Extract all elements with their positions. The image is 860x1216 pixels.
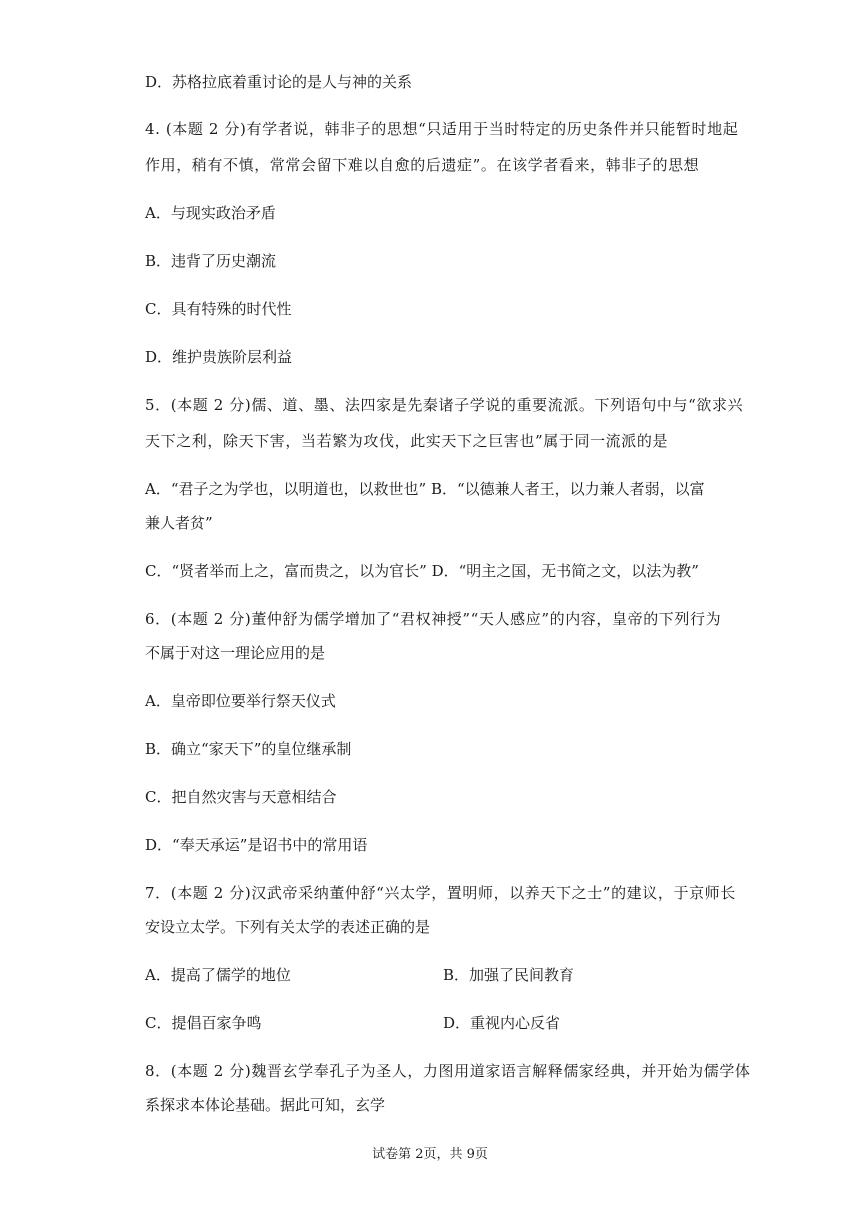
q7-option-b: B．加强了民间教育: [443, 966, 575, 984]
q7-option-a: A．提高了儒学的地位: [145, 966, 291, 984]
q5-options-ab-line-2: 兼人者贫”: [145, 514, 213, 532]
q4-stem-line-2: 作用，稍有不慎，常常会留下难以自愈的后遗症”。在该学者看来，韩非子的思想: [145, 156, 700, 174]
q6-option-d: D．“奉天承运”是诏书中的常用语: [145, 836, 368, 854]
q6-stem-line-2: 不属于对这一理论应用的是: [145, 644, 326, 662]
q7-option-d: D．重视内心反省: [443, 1014, 561, 1032]
q7-stem-line-1: 7．(本题 2 分)汉武帝采纳董仲舒“兴太学，置明师，以养天下之士”的建议，于京师长: [145, 884, 736, 902]
q7-option-row-cd: [145, 1013, 261, 1033]
q7-option-c: C．提倡百家争鸣: [145, 1014, 262, 1032]
q5-stem-line-2: 天下之利，除天下害，当若繁为攻伐，此实天下之巨害也”属于同一流派的是: [145, 432, 669, 450]
q4-stem-line-1: 4. (本题 2 分)有学者说，韩非子的思想“只适用于当时特定的历史条件并只能暂时地起: [145, 120, 739, 138]
q4-option-d: D．维护贵族阶层利益: [145, 348, 293, 366]
q6-stem-line-1: 6．(本题 2 分)董仲舒为儒学增加了“君权神授”“天人感应”的内容，皇帝的下列行为: [145, 610, 722, 628]
q7-option-row-ab: [145, 965, 291, 985]
q6-option-a: A．皇帝即位要举行祭天仪式: [145, 692, 336, 710]
q6-option-b: B．确立“家天下”的皇位继承制: [145, 740, 352, 758]
q4-option-c: C．具有特殊的时代性: [145, 300, 292, 318]
q5-options-cd: C．“贤者举而上之，富而贵之，以为官长” D．“明主之国，无书简之文，以法为教”: [145, 562, 699, 580]
q5-stem-line-1: 5．(本题 2 分)儒、道、墨、法四家是先秦诸子学说的重要流派。下列语句中与“欲求兴: [145, 396, 744, 414]
q5-options-ab-line-1: A．“君子之为学也，以明道也，以救世也” B．“以德兼人者王，以力兼人者弱，以富: [145, 480, 705, 498]
q8-stem-line-1: 8．(本题 2 分)魏晋玄学奉孔子为圣人，力图用道家语言解释儒家经典，并开始为儒学体: [145, 1062, 751, 1080]
q6-option-c: C．把自然灾害与天意相结合: [145, 788, 337, 806]
page-footer: 试卷第 2页，共 9页: [372, 1147, 488, 1162]
q7-stem-line-2: 安设立太学。下列有关太学的表述正确的是: [145, 918, 431, 936]
q4-option-a: A．与现实政治矛盾: [145, 204, 276, 222]
q8-stem-line-2: 系探求本体论基础。据此可知，玄学: [145, 1096, 386, 1114]
q3-option-d: D．苏格拉底着重讨论的是人与神的关系: [145, 73, 413, 91]
q4-option-b: B．违背了历史潮流: [145, 252, 277, 270]
